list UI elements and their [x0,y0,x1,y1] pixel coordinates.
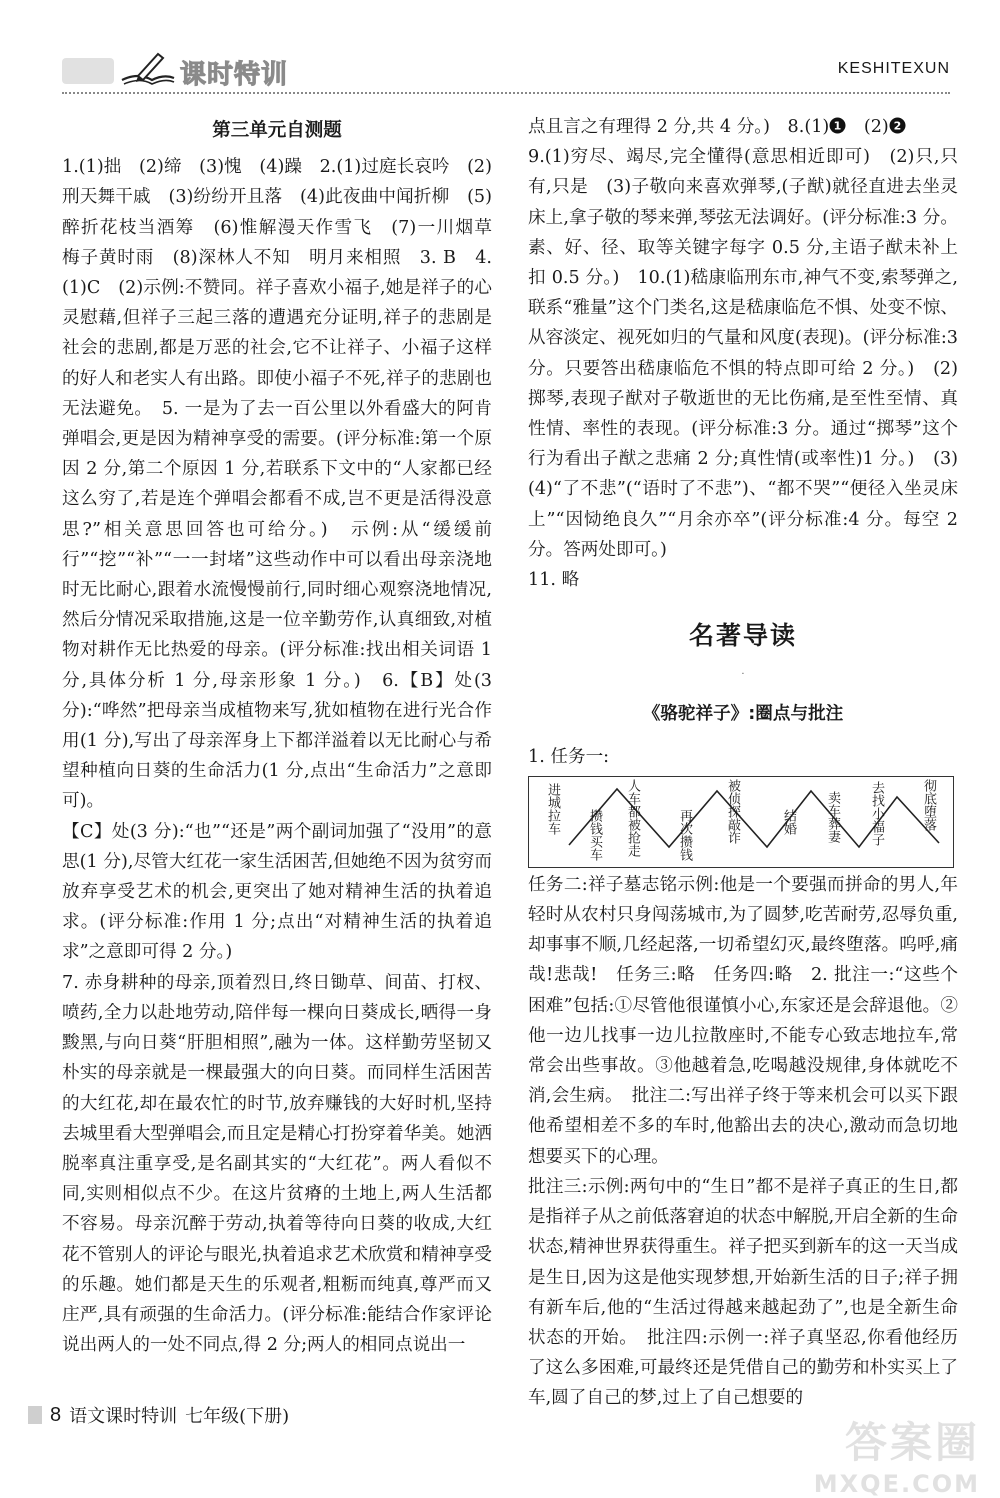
answer-paragraph-6: 11. 略 [528,570,580,591]
right-column [528,112,958,1414]
marker-1-label: 1 [833,119,842,133]
pen-book-icon [118,50,178,90]
page-footer [28,1402,289,1428]
answer-paragraph-5: 9.(1)穷尽、竭尽,完全懂得(意思相近即可) (2)只,只有,只是 (3)子敬向来喜欢弹琴,(子猷)就径直进去坐灵床上,拿子敬的琴来弹,琴弦无法调好。(评分标准:3 分。素、好、径、取等关键字每字 0.5 分,主语子猷未补上扣 0.5 分。) 10.(1)嵇康临刑东市,神气不变,索琴弹之,联系“雅量”这个门类名,这是嵇康临危不惧、处变不惊、从容淡定、视死如归的气量和风度(表现)。(评分标准:3 分。只要答出嵇康临危不惧的特点即可给 2 分。) (2)掷琴,表现子猷对子敬逝世的无比伤痛,是至性至情、真性情、率性的表现。(评分标准:3 分。通过“掷琴”这个行为看出子猷之悲痛 2 分;真性情(或率性)1 分。) (3)(4)“了不悲”(“语时了不悲”)、“都不哭”“便径入坐灵床上”“因恸绝良久”“月余亦卒”(评分标准:4 分。每空 2 分。答两处即可。) [528,147,958,560]
page-number: 8 [50,1403,62,1426]
marker-2-label: 2 [893,119,902,133]
answer-paragraph-8: 批注三:示例:两句中的“生日”都不是祥子真正的生日,都是指祥子从之前低落窘迫的状态中解脱,开启全新的生命状态,精神世界获得重生。祥子把买到新车的这一天当成是生日,因为这是他实现梦想,开始新生活的日子;祥子拥有新车后,他的“生活过得越来越起劲了”,也是全新生命状态的开始。 批注四:示例一:祥子真坚忍,你看他经历了这么多困难,可最终还是凭借自己的勤劳和朴实买上了车,圆了自己的梦,过上了自己想要的 [528,1176,958,1409]
book-title: 语文课时特训 [69,1406,178,1427]
answer-8-mid: (2) [846,117,889,137]
watermark-url: MXQE.COM [813,1470,980,1498]
circled-number-2-icon [889,117,906,134]
header-divider [62,92,950,94]
brand-logo [62,50,292,90]
answer-paragraph-7: 任务二:祥子墓志铭示例:他是一个要强而拼命的男人,年轻时从农村只身闯荡城市,为了圆梦,吃苦耐劳,忍辱负重,却事事不顺,几经起落,一切希望幻灭,最终堕落。呜呼,痛哉!悲哉! 任务三:略 任务四:略 2. 批注一:“这些个困难”包括:①尽管他很谨慎小心,东家还是会辞退他。②他一边儿找事一边儿拉散座时,不能专心致志地拉车,常常会出些事故。③他越着急,吃喝越没规律,身体就吃不消,会生病。 批注二:写出祥子终于等来机会可以买下跟他希望相差不多的车时,他豁出去的决心,激动而急切地想要买下的心理。 [528,874,958,1167]
diagram-label-7: 卖车葬妻 [825,790,840,843]
footer-mark [28,1406,42,1424]
diagram-label-9: 彻底堕落 [921,778,936,831]
circled-number-1-icon [829,117,846,134]
brand-title: 课时特训 [180,60,289,90]
book-grade: 七年级(下册) [185,1406,290,1427]
diagram-label-6: 结婚 [781,808,796,835]
brand-english: KESHITEXUN [837,60,950,77]
title-dot: · [741,669,745,681]
reading-guide-subtitle: 《骆驼祥子》:圈点与批注 [642,704,844,725]
diagram-label-3: 人车都被抢走 [625,778,640,857]
logo-decoration [62,58,114,84]
answer-paragraph-3: 7. 赤身耕种的母亲,顶着烈日,终日锄草、间苗、打杈、喷药,全力以赴地劳动,陪伴每一棵向日葵成长,晒得一身黢黑,与向日葵“肝胆相照”,融为一体。这样勤劳坚韧又朴实的母亲就是一棵最强大的向日葵。而同样生活困苦的大红花,却在最农忙的时节,放弃赚钱的大好时机,坚持去城里看大型弹唱会,而且定是精心打扮穿着华美。她洒脱率真注重享受,是名副其实的“大红花”。两人看似不同,实则相似点不少。在这片贫瘠的土地上,两人生活都不容易。母亲沉醉于劳动,执着等待向日葵的收成,大红花不管别人的评论与眼光,执着追求艺术欣赏和精神享受的乐趣。她们都是天生的乐观者,粗粝而纯真,尊严而又庄严,具有顽强的生命活力。(评分标准:能结合作家评论说出两人的一处不同点,得 2 分;两人的相同点说出一 [62,972,492,1356]
diagram-label-2: 攒钱买车 [587,808,602,861]
left-column [62,112,510,1360]
diagram-label-1: 进城拉车 [545,782,560,835]
plot-zigzag-diagram [528,776,954,868]
diagram-label-4: 再次攒钱 [677,808,692,861]
reading-guide-title: 名著导读 [688,621,797,651]
watermark [814,1410,980,1498]
answer-paragraph-4 [528,112,958,142]
answer-paragraph-2: 【C】处(3 分):“也”“还是”两个副词加强了“没用”的意思(1 分),尽管大红花一家生活困苦,但她绝不因为贫穷而放弃享受艺术的机会,更突出了她对精神生活的执着追求。(评分标准:作用 1 分;点出“对精神生活的执着追求”之意即可得 2 分。) [62,821,492,963]
diagram-label-5: 被侦探敲诈 [725,778,740,844]
watermark-text: 答案圈 [844,1418,980,1467]
task-1-label: 1. 任务一: [528,746,610,767]
diagram-label-8: 去找小福子 [869,780,884,846]
answer-paragraph-1: 1.(1)拙 (2)缔 (3)愧 (4)躁 2.(1)过庭长哀吟 (2)刑天舞干戚 (3)纷纷开且落 (4)此夜曲中闻折柳 (5)醉折花枝当酒筹 (6)惟解漫天作雪飞 (7)一川烟草 梅子黄时雨 (8)深林人不知 明月来相照 3. B 4.(1)C (2)示例:不赞同。祥子喜欢小福子,她是祥子的心灵慰藉,但祥子三起三落的遭遇充分证明,祥子的悲剧是社会的悲剧,都是万恶的社会,它不让祥子、小福子这样的好人和老实人有出路。即使小福子不死,祥子的悲剧也无法避免。 5. 一是为了去一百公里以外看盛大的阿肯弹唱会,更是因为精神享受的需要。(评分标准:第一个原因 2 分,第二个原因 1 分,若联系下文中的“人家都已经这么穷了,若是连个弹唱会都看不成,岂不更是活得没意思?”相关意思回答也可给分。) 示例:从“缓缓前行”“挖”“补”“一一封堵”这些动作中可以看出母亲浇地时无比耐心,跟着水流慢慢前行,同时细心观察浇地情况,然后分情况采取措施,这是一位辛勤劳作,认真细致,对植物对耕作无比热爱的母亲。(评分标准:找出相关词语 1 分,具体分析 1 分,母亲形象 1 分。) 6.【B】处(3 分):“哗然”把母亲当成植物来写,犹如植物在进行光合作用(1 分),写出了母亲浑身上下都洋溢着以无比耐心与希望种植向日葵的生命活力(1 分,点出“生命活力”之意即可)。 [62,157,510,812]
answer-8-text: 点且言之有理得 2 分,共 4 分。) 8.(1) [528,117,830,137]
section-title: 第三单元自测题 [212,120,342,141]
